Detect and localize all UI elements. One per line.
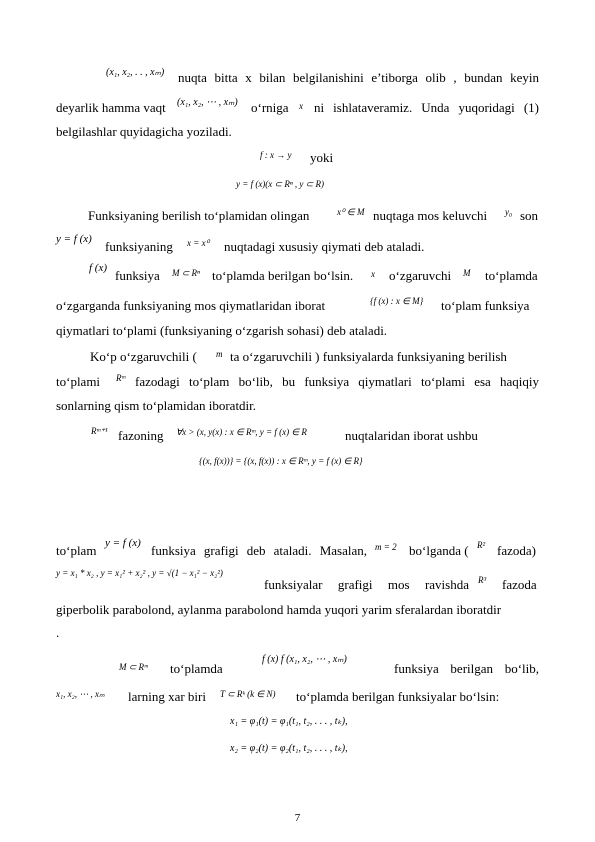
formula-phi1: x₁ = φ₁(t) = φ₁(t₁, t₂, . . . , tₖ), bbox=[230, 716, 348, 727]
p5-text4: . bbox=[56, 625, 60, 640]
p4-text3: sonlarning qism to‘plamidan iboratdir. bbox=[56, 398, 257, 413]
p2-line1a bbox=[88, 208, 309, 224]
p1-text3: belgilashlar quyidagicha yoziladi. bbox=[56, 124, 232, 139]
p4-line3 bbox=[56, 398, 256, 414]
p2-text1c: son bbox=[520, 208, 539, 223]
formula-fx: f (x) bbox=[89, 262, 108, 274]
p2-line1b bbox=[373, 208, 487, 224]
p2-text1a: Funksiyaning berilish to‘plamidan olingan bbox=[88, 208, 310, 223]
p5-text2a: funksiyalar grafigi mos ravishda bbox=[264, 577, 469, 592]
p4-text2a: to‘plami bbox=[56, 374, 101, 389]
formula-R3: R³ bbox=[478, 575, 487, 585]
formula-R2: R² bbox=[477, 540, 486, 550]
p3-line1b bbox=[212, 268, 353, 284]
p5-text1a: to‘plam bbox=[56, 543, 97, 558]
p3-text1d: to‘plamda bbox=[485, 268, 538, 283]
p3-text1c: o‘zgaruvchi bbox=[389, 268, 452, 283]
p6-text2a: larning xar biri bbox=[128, 689, 206, 704]
p6-text2b: to‘plamda berilgan funksiyalar bo‘lsin: bbox=[296, 689, 500, 704]
p5-line4 bbox=[56, 625, 59, 641]
formula-yfx: y = f (x) bbox=[56, 233, 92, 245]
p5-line1c bbox=[409, 543, 469, 559]
p3-line2b bbox=[441, 298, 529, 314]
p1-yoki bbox=[310, 150, 333, 166]
p4-text1b: ta o‘zgaruvchili ) funksiyalarda funksiyaning berilish bbox=[230, 349, 507, 364]
formula-x0: x⁰ ∈ M bbox=[337, 207, 365, 217]
p5-text1c: bo‘lganda ( bbox=[409, 543, 469, 558]
formula-MRm: M ⊂ Rᵐ bbox=[119, 662, 148, 672]
p5-line1a bbox=[56, 543, 96, 559]
p2-line2a bbox=[105, 239, 173, 255]
p1-text1: nuqta bitta x bilan belgilanishini e’tiborga olib , bundan keyin bbox=[178, 70, 539, 85]
formula-x2: x bbox=[371, 269, 375, 279]
formula-examples: y = x₁ * x₂ , y = x₁² + x₂² , y = √(1 − x₁² − x₂²) bbox=[56, 568, 223, 578]
p5-line2a bbox=[264, 577, 469, 593]
p2-text1b: nuqtaga mos keluvchi bbox=[373, 208, 488, 223]
p3-text1a: funksiya bbox=[115, 268, 160, 283]
p4-line4a bbox=[118, 428, 163, 444]
formula-phi2: x₂ = φ₂(t) = φ₂(t₁, t₂, . . . , tₖ), bbox=[230, 743, 348, 754]
p4-text1a: Ko‘p o‘zgaruvchili ( bbox=[90, 349, 197, 364]
formula-y0: y₀ bbox=[505, 207, 513, 217]
formula-Rm1: Rᵐ⁺¹ bbox=[91, 426, 108, 436]
p1-text2b: o‘rniga bbox=[251, 100, 289, 115]
formula-fx-m: f (x) f (x₁, x₂, ⋯ , xₘ) bbox=[262, 654, 347, 665]
p6-text1b: funksiya berilgan bo‘lib, bbox=[394, 661, 539, 676]
p6-line2a bbox=[128, 689, 206, 705]
p5-line3 bbox=[56, 602, 501, 618]
formula-M: M bbox=[463, 268, 471, 278]
p3-line1a bbox=[115, 268, 160, 284]
p4-text4b: nuqtalaridan iborat ushbu bbox=[345, 428, 478, 443]
formula-map: f : x → y bbox=[260, 150, 292, 160]
p4-line4b bbox=[345, 428, 478, 444]
p5-line1b bbox=[151, 543, 367, 559]
p2-text2a: funksiyaning bbox=[105, 239, 173, 254]
p4-line2b bbox=[135, 374, 539, 390]
formula-yfx-2: y = f (x) bbox=[105, 537, 141, 549]
p3-line3 bbox=[56, 323, 387, 339]
p4-text2b: fazodagi to‘plam bo‘lib, bu funksiya qiymatlari to‘plami esa haqiqiy bbox=[135, 374, 539, 389]
p3-text1b: to‘plamda berilgan bo‘lsin. bbox=[212, 268, 354, 283]
p6-text1a: to‘plamda bbox=[170, 661, 223, 676]
p5-line2b bbox=[502, 577, 537, 593]
p3-line1c bbox=[389, 268, 451, 284]
p1-line3 bbox=[56, 124, 232, 140]
yoki-text: yoki bbox=[310, 150, 334, 165]
p3-line1d bbox=[485, 268, 538, 284]
p4-line1b bbox=[230, 349, 507, 365]
p1-line2 bbox=[56, 100, 166, 116]
p3-line2a bbox=[56, 298, 325, 314]
formula-MRn: M ⊂ Rⁿ bbox=[172, 268, 200, 278]
p5-text1d: fazoda) bbox=[497, 543, 536, 558]
formula-graph: {(x, f(x))} = {(x, f(x)) : x ∈ Rᵐ, y = f (x) ∈ R} bbox=[199, 456, 363, 466]
formula-xs: x₁, x₂, ⋯ , xₘ bbox=[56, 689, 105, 699]
p5-text1b: funksiya grafigi deb ataladi. Masalan, bbox=[151, 543, 367, 558]
p1-text2c: ni ishlataveramiz. Unda yuqoridagi (1) bbox=[314, 100, 539, 115]
p3-text2a: o‘zgarganda funksiyaning mos qiymatlaridan iborat bbox=[56, 298, 326, 313]
formula-m2: m = 2 bbox=[375, 542, 397, 552]
formula-m: m bbox=[216, 349, 223, 359]
p4-line2a bbox=[56, 374, 100, 390]
p6-line2b bbox=[296, 689, 499, 705]
p1-text2a: deyarlik hamma vaqt bbox=[56, 100, 166, 115]
formula-x: x bbox=[299, 101, 303, 111]
p5-line1d bbox=[497, 543, 536, 559]
formula-tuple: (x₁, x₂, . . , xₘ) bbox=[106, 67, 165, 78]
p4-line1a bbox=[90, 349, 197, 365]
p2-text2b: nuqtadagi xususiy qiymati deb ataladi. bbox=[224, 239, 425, 254]
formula-def: y = f (x)(x ⊂ Rⁿ , y ⊂ R) bbox=[236, 179, 324, 189]
formula-x0-2: x = x⁰ bbox=[187, 238, 210, 248]
p6-line1a bbox=[170, 661, 223, 677]
p5-text2b: fazoda bbox=[502, 577, 537, 592]
p6-line1b bbox=[394, 661, 539, 677]
p2-line1c bbox=[520, 208, 538, 224]
formula-Rm: Rᵐ bbox=[116, 373, 126, 383]
p5-text3: giperbolik parabolond, aylanma parabolond hamda yuqori yarim sferalardan iboratdir bbox=[56, 602, 502, 617]
p1-line2c bbox=[314, 100, 539, 116]
p3-text2b: to‘plam funksiya bbox=[441, 298, 530, 313]
formula-tuple-2: (x₁, x₂, ⋯ , xₘ) bbox=[177, 97, 238, 108]
p4-text4a: fazoning bbox=[118, 428, 164, 443]
page-number: 7 bbox=[294, 812, 301, 824]
formula-T: T ⊂ Rᵏ (k ∈ N) bbox=[220, 689, 276, 699]
formula-forall: ∀x > (x, y(x) : x ∈ Rᵐ, y = f (x) ∈ R bbox=[176, 427, 307, 437]
p1-line2b bbox=[251, 100, 289, 116]
p1-line1 bbox=[178, 70, 539, 86]
p3-text3: qiymatlari to‘plami (funksiyaning o‘zgarish sohasi) deb ataladi. bbox=[56, 323, 388, 338]
p2-line2b bbox=[224, 239, 424, 255]
formula-set: {f (x) : x ∈ M} bbox=[370, 296, 424, 306]
